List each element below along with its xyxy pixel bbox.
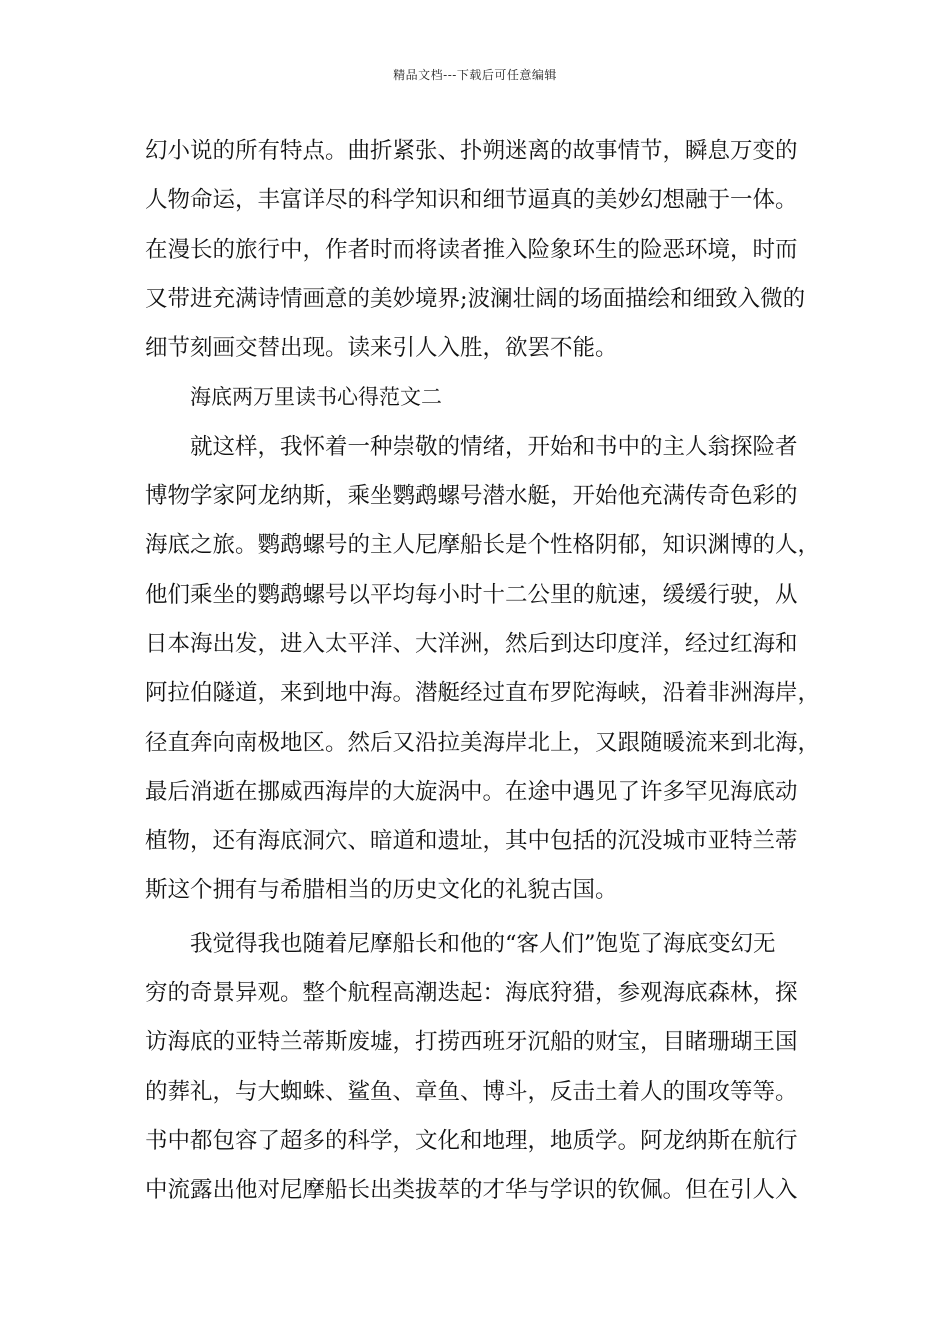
text-line: 他们乘坐的鹦鹉螺号以平均每小时十二公里的航速，缓缓行驶，从 xyxy=(145,581,798,608)
paragraph-3 xyxy=(145,920,815,1216)
page-header: 精品文档---下载后可任意编辑 xyxy=(393,68,557,82)
text-line: 阿拉伯隧道，来到地中海。潜艇经过直布罗陀海峡，沿着非洲海岸， xyxy=(145,680,821,707)
text-line: 中流露出他对尼摩船长出类拔萃的才华与学识的钦佩。但在引人入 xyxy=(145,1177,798,1204)
text-line: 穷的奇景异观。整个航程高潮迭起：海底狩猎，参观海底森林，探 xyxy=(145,980,798,1007)
text-line: 人物命运，丰富详尽的科学知识和细节逼真的美妙幻想融于一体。 xyxy=(145,187,798,214)
paragraph-2 xyxy=(145,423,821,916)
text-line: 海底之旅。鹦鹉螺号的主人尼摩船长是个性格阴郁，知识渊博的人， xyxy=(145,532,821,559)
heading-text: 海底两万里读书心得范文二 xyxy=(190,385,442,410)
text-line: 我觉得我也随着尼摩船长和他的“客人们”饱览了海底变幻无 xyxy=(190,930,776,957)
text-line: 细节刻画交替出现。读来引人入胜，欲罢不能。 xyxy=(145,335,618,362)
text-line: 日本海出发，进入太平洋、大洋洲，然后到达印度洋，经过红海和 xyxy=(145,630,798,657)
text-line: 斯这个拥有与希腊相当的历史文化的礼貌古国。 xyxy=(145,877,618,904)
text-line: 在漫长的旅行中，作者时而将读者推入险象环生的险恶环境，时而 xyxy=(145,236,798,263)
section-heading xyxy=(145,373,815,422)
text-line: 径直奔向南极地区。然后又沿拉美海岸北上，又跟随暖流来到北海， xyxy=(145,729,821,756)
text-line: 博物学家阿龙纳斯，乘坐鹦鹉螺号潜水艇，开始他充满传奇色彩的 xyxy=(145,483,798,510)
text-line: 幻小说的所有特点。曲折紧张、扑朔迷离的故事情节，瞬息万变的 xyxy=(145,138,798,164)
paragraph-1 xyxy=(145,127,815,373)
document-body xyxy=(145,127,821,1216)
text-line: 访海底的亚特兰蒂斯废墟，打捞西班牙沉船的财宝，目睹珊瑚王国 xyxy=(145,1029,798,1056)
text-line: 书中都包容了超多的科学，文化和地理，地质学。阿龙纳斯在航行 xyxy=(145,1127,798,1154)
text-line: 又带进充满诗情画意的美妙境界;波澜壮阔的场面描绘和细致入微的 xyxy=(145,285,806,312)
text-line: 植物，还有海底洞穴、暗道和遗址，其中包括的沉没城市亚特兰蒂 xyxy=(145,828,798,855)
text-line: 就这样，我怀着一种崇敬的情绪，开始和书中的主人翁探险者 xyxy=(190,433,798,460)
text-line: 的葬礼，与大蜘蛛、鲨鱼、章鱼、博斗，反击土着人的围攻等等。 xyxy=(145,1078,798,1105)
text-line: 最后消逝在挪威西海岸的大旋涡中。在途中遇见了许多罕见海底动 xyxy=(145,778,798,805)
